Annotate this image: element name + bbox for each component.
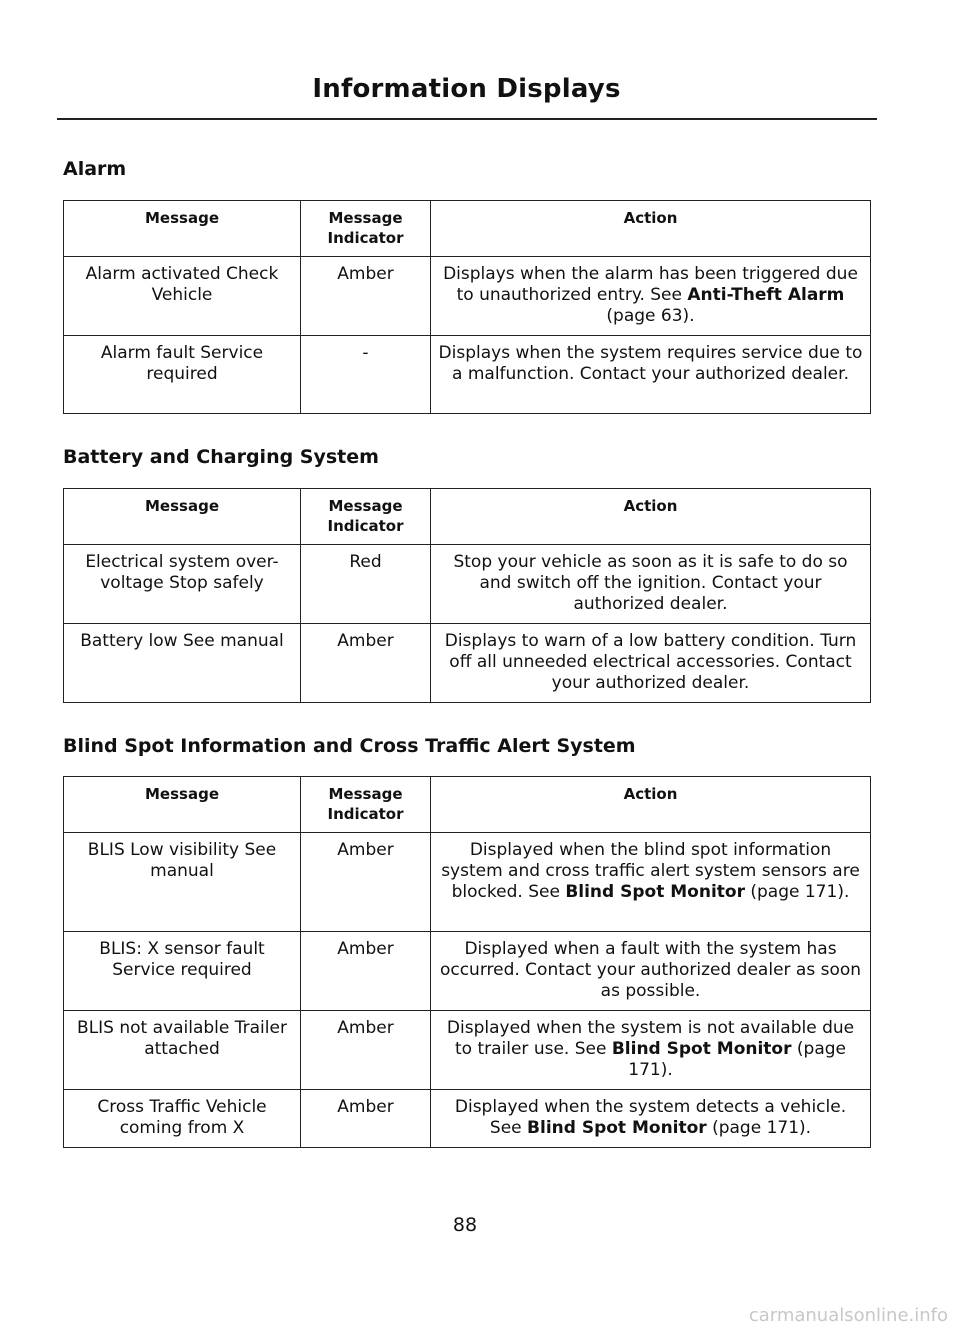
table-row bbox=[64, 257, 871, 336]
indicator-cell: Amber bbox=[301, 257, 431, 336]
column-header-indicator: Message Indicator bbox=[301, 489, 431, 545]
battery-messages-table bbox=[63, 488, 871, 703]
column-header-action: Action bbox=[431, 777, 871, 833]
message-cell: Electrical system over-voltage Stop safely bbox=[64, 545, 301, 624]
cross-reference-link[interactable]: Anti-Theft Alarm bbox=[687, 285, 845, 305]
table-row bbox=[64, 833, 871, 932]
page-number: 88 bbox=[452, 1214, 478, 1236]
header-divider bbox=[57, 118, 877, 120]
message-cell: BLIS: X sensor fault Service required bbox=[64, 932, 301, 1011]
column-header-message: Message bbox=[64, 489, 301, 545]
section-title-blind-spot: Blind Spot Information and Cross Traffic Alert System bbox=[63, 735, 636, 757]
column-header-action: Action bbox=[431, 201, 871, 257]
column-header-message: Message bbox=[64, 201, 301, 257]
indicator-cell: Amber bbox=[301, 833, 431, 932]
table-row bbox=[64, 624, 871, 703]
page-header-title: Information Displays bbox=[312, 74, 621, 104]
column-header-message: Message bbox=[64, 777, 301, 833]
table-header-row bbox=[64, 201, 871, 257]
indicator-cell: Amber bbox=[301, 932, 431, 1011]
indicator-cell: Amber bbox=[301, 1090, 431, 1148]
message-cell: BLIS Low visibility See manual bbox=[64, 833, 301, 932]
table-row bbox=[64, 545, 871, 624]
indicator-cell: Amber bbox=[301, 1011, 431, 1090]
indicator-cell: - bbox=[301, 336, 431, 414]
column-header-indicator: Message Indicator bbox=[301, 201, 431, 257]
table-row bbox=[64, 932, 871, 1011]
watermark: carmanualsonline.info bbox=[748, 1305, 948, 1326]
message-cell: Alarm activated Check Vehicle bbox=[64, 257, 301, 336]
action-cell: Displays when the system requires service due to a malfunction. Contact your authorized dealer. bbox=[431, 336, 871, 414]
action-cell: Displayed when the blind spot information system and cross traffic alert system sensors are blocked. See Blind Spot Monitor (page 171). bbox=[431, 833, 871, 932]
section-title-alarm: Alarm bbox=[63, 158, 127, 180]
alarm-messages-table bbox=[63, 200, 871, 414]
table-row bbox=[64, 1090, 871, 1148]
table-row bbox=[64, 336, 871, 414]
action-cell: Displays to warn of a low battery condition. Turn off all unneeded electrical accessories. Contact your authorized dealer. bbox=[431, 624, 871, 703]
table-row bbox=[64, 1011, 871, 1090]
indicator-cell: Red bbox=[301, 545, 431, 624]
table-header-row bbox=[64, 489, 871, 545]
action-cell: Displayed when a fault with the system has occurred. Contact your authorized dealer as soon as possible. bbox=[431, 932, 871, 1011]
message-cell: BLIS not available Trailer attached bbox=[64, 1011, 301, 1090]
message-cell: Alarm fault Service required bbox=[64, 336, 301, 414]
column-header-action: Action bbox=[431, 489, 871, 545]
action-cell: Stop your vehicle as soon as it is safe to do so and switch off the ignition. Contact your authorized dealer. bbox=[431, 545, 871, 624]
message-cell: Battery low See manual bbox=[64, 624, 301, 703]
action-cell: Displayed when the system detects a vehicle. See Blind Spot Monitor (page 171). bbox=[431, 1090, 871, 1148]
cross-reference-link[interactable]: Blind Spot Monitor bbox=[611, 1039, 792, 1059]
indicator-cell: Amber bbox=[301, 624, 431, 703]
action-cell: Displays when the alarm has been triggered due to unauthorized entry. See Anti-Theft Alarm (page 63). bbox=[431, 257, 871, 336]
cross-reference-link[interactable]: Blind Spot Monitor bbox=[565, 882, 745, 902]
cross-reference-link[interactable]: Blind Spot Monitor bbox=[527, 1118, 707, 1138]
action-cell: Displayed when the system is not available due to trailer use. See Blind Spot Monitor (page 171). bbox=[431, 1011, 871, 1090]
blind-spot-messages-table bbox=[63, 776, 871, 1148]
column-header-indicator: Message Indicator bbox=[301, 777, 431, 833]
message-cell: Cross Traffic Vehicle coming from X bbox=[64, 1090, 301, 1148]
table-header-row bbox=[64, 777, 871, 833]
section-title-battery: Battery and Charging System bbox=[63, 446, 379, 468]
